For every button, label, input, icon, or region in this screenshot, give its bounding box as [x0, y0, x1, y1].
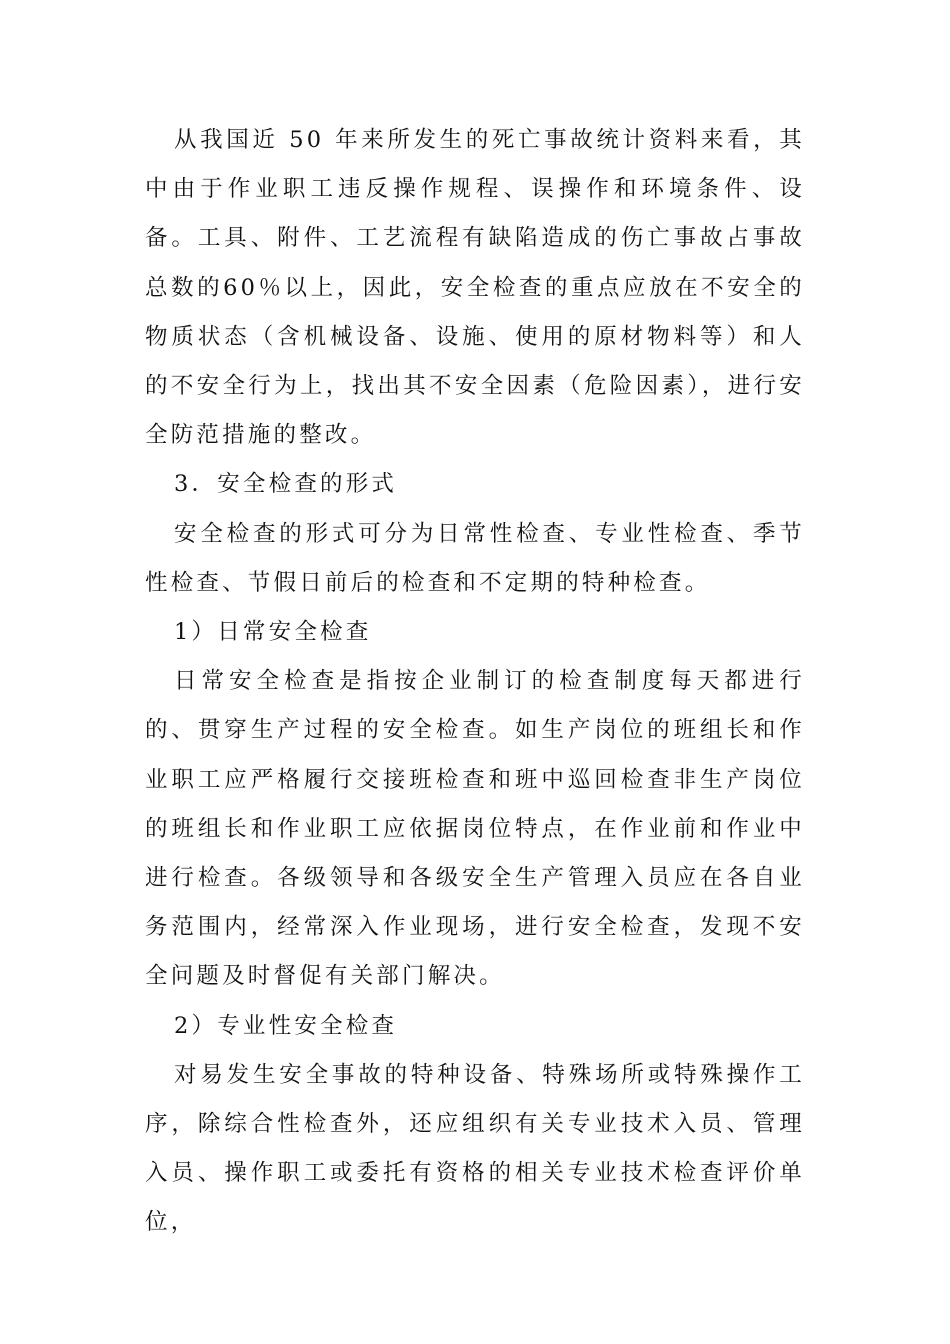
subheading-daily-inspection: 1）日常安全检查	[174, 619, 372, 646]
paragraph-accident-statistics: 从我国近 50 年来所发生的死亡事故统计资料来看，其中由于作业职工违反操作规程、误操作和环境条件、设备。工具、附件、工艺流程有缺陷造成的伤亡事故占事故总数的60％以上，因此，安全检查的重点应放在不安全的物质状态（含机械设备、设施、使用的原材物料等）和人的不安全行为上，找出其不安全因素（危险因素），进行安全防范措施的整改。	[145, 127, 805, 449]
document-body	[145, 116, 805, 1248]
subheading-specialized-inspection: 2）专业性安全检查	[174, 1012, 398, 1039]
paragraph-inspection-forms: 安全检查的形式可分为日常性检查、专业性检查、季节性检查、节假日前后的检查和不定期的特种检查。	[145, 520, 805, 596]
paragraph-specialized-inspection: 对易发生安全事故的特种设备、特殊场所或特殊操作工序，除综合性检查外，还应组织有关专业技术入员、管理入员、操作职工或委托有资格的相关专业技术检查评价单位，	[145, 1061, 805, 1236]
paragraph-daily-inspection: 日常安全检查是指按企业制订的检查制度每天都进行的、贯穿生产过程的安全检查。如生产岗位的班组长和作业职工应严格履行交接班检查和班中巡回检查非生产岗位的班组长和作业职工应依据岗位特点，在作业前和作业中进行检查。各级领导和各级安全生产管理入员应在各自业务范围内，经常深入作业现场，进行安全检查，发现不安全问题及时督促有关部门解决。	[145, 668, 805, 990]
section-heading-inspection-forms: 3．安全检查的形式	[174, 471, 398, 498]
